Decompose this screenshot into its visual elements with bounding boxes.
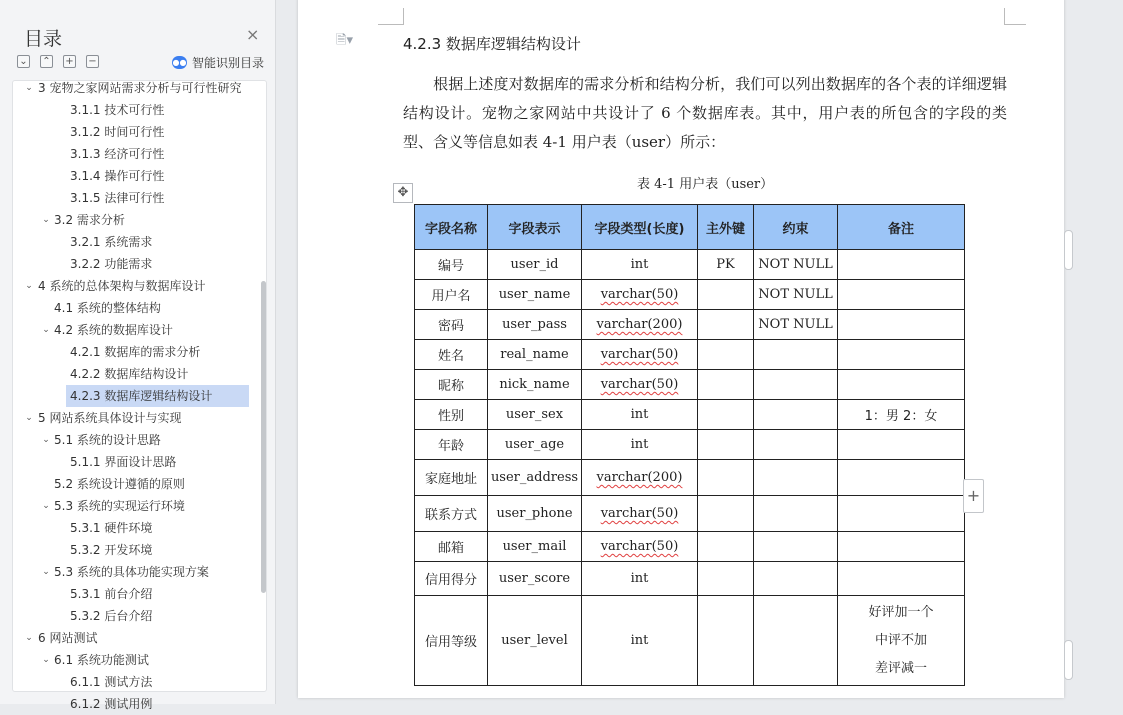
- cell-text: PK: [716, 257, 735, 272]
- toc-item[interactable]: [13, 649, 249, 671]
- toc-item-label: 4.2.3 数据库逻辑结构设计: [66, 385, 249, 407]
- cell-text: NOT NULL: [758, 257, 833, 272]
- cell-text: 邮箱: [437, 541, 464, 556]
- toc-item-label: 5.1.1 界面设计思路: [70, 455, 177, 469]
- note-line: 好评加一个: [868, 604, 934, 620]
- cell-text: user_age: [504, 437, 565, 452]
- toc-item[interactable]: [13, 473, 249, 495]
- header-cell: 主外键: [698, 205, 754, 250]
- table-row: [415, 400, 965, 430]
- cell-constraint: [754, 400, 838, 430]
- toc-item-label: 3.1.5 法律可行性: [70, 191, 165, 205]
- cell-type: [582, 596, 698, 686]
- toc-item[interactable]: [13, 495, 249, 517]
- cell-key: [698, 532, 754, 562]
- chevron-down-icon[interactable]: ⌄: [25, 413, 33, 423]
- document-menu-icon[interactable]: 🗎▾: [336, 33, 353, 48]
- cell-key: [698, 496, 754, 532]
- toc-item[interactable]: [13, 451, 249, 473]
- toc-item[interactable]: [13, 627, 249, 649]
- toc-item[interactable]: [13, 143, 249, 165]
- header-cell: 字段表示: [488, 205, 582, 250]
- toc-item[interactable]: [13, 253, 249, 275]
- section-heading: 4.2.3 数据库逻辑结构设计: [403, 35, 581, 53]
- cell-text: varchar(50): [600, 539, 679, 554]
- cell-type: [582, 280, 698, 310]
- toc-item-label: 4.2.2 数据库结构设计: [70, 367, 189, 381]
- table-row: [415, 430, 965, 460]
- cell-text: int: [630, 437, 649, 452]
- header-cell: 字段类型(长度): [582, 205, 698, 250]
- add-heading-icon[interactable]: +: [63, 55, 76, 68]
- toc-item[interactable]: [13, 363, 249, 385]
- cell-text: varchar(200): [596, 470, 683, 485]
- cell-text: varchar(50): [600, 377, 679, 392]
- cell-text: nick_name: [499, 377, 570, 392]
- toc-item[interactable]: [13, 583, 249, 605]
- table-row: [415, 496, 965, 532]
- chevron-down-icon[interactable]: ⌄: [25, 83, 33, 93]
- toc-item-label: 5.3.1 硬件环境: [70, 521, 153, 535]
- cell-key: [698, 310, 754, 340]
- ai-cloud-icon: ●●: [172, 58, 187, 67]
- toc-item-label: 4.1 系统的整体结构: [54, 301, 161, 315]
- cell-text: 1：男 2：女: [864, 409, 938, 424]
- cell-text: varchar(50): [600, 287, 679, 302]
- cell-note: [838, 340, 965, 370]
- cell-name: [415, 370, 488, 400]
- table-row: [415, 370, 965, 400]
- toc-item[interactable]: [13, 187, 249, 209]
- close-icon[interactable]: ×: [246, 25, 260, 44]
- cell-type: [582, 562, 698, 596]
- toc-items: [13, 77, 249, 715]
- toc-item[interactable]: [13, 385, 249, 407]
- header-cell: 字段名称: [415, 205, 488, 250]
- cell-text: 昵称: [437, 379, 464, 394]
- cell-name: [415, 250, 488, 280]
- smart-toc-label: 智能识别目录: [192, 56, 265, 70]
- page-corner-mark: [1004, 8, 1026, 25]
- cell-field: [488, 340, 582, 370]
- toc-item[interactable]: [13, 275, 249, 297]
- scrollbar-thumb[interactable]: [1064, 640, 1073, 680]
- toc-item[interactable]: [13, 297, 249, 319]
- cell-key: [698, 340, 754, 370]
- toc-item[interactable]: [13, 341, 249, 363]
- cell-note: [838, 400, 965, 430]
- cell-text: int: [630, 257, 649, 272]
- cell-constraint: [754, 280, 838, 310]
- table-row: [415, 532, 965, 562]
- toc-item-label: 6.1 系统功能测试: [54, 653, 149, 667]
- cell-text: user_name: [498, 287, 571, 302]
- cell-text: int: [630, 571, 649, 586]
- cell-key: [698, 460, 754, 496]
- toc-item-label: 3.2.2 功能需求: [70, 257, 153, 271]
- cell-name: [415, 280, 488, 310]
- cell-note: [838, 596, 965, 686]
- note-line: 中评不加: [874, 632, 927, 648]
- cell-constraint: [754, 532, 838, 562]
- cell-note: [838, 370, 965, 400]
- chevron-down-icon[interactable]: ⌄: [42, 655, 50, 665]
- toc-item-label: 3.1.2 时间可行性: [70, 125, 165, 139]
- toc-list[interactable]: [12, 80, 267, 711]
- cell-type: [582, 250, 698, 280]
- toc-item-label: 5 网站系统具体设计与实现: [38, 411, 182, 425]
- toc-panel: [0, 0, 276, 711]
- cell-field: [488, 496, 582, 532]
- cell-name: [415, 596, 488, 686]
- cell-name: [415, 430, 488, 460]
- cell-text: NOT NULL: [758, 317, 833, 332]
- cell-type: [582, 496, 698, 532]
- note-line: 差评减一: [874, 660, 927, 676]
- table-row: [415, 596, 965, 686]
- toc-item-label: 4 系统的总体架构与数据库设计: [38, 279, 206, 293]
- toc-item[interactable]: [13, 517, 249, 539]
- remove-heading-icon[interactable]: −: [86, 55, 99, 68]
- cell-name: [415, 562, 488, 596]
- toc-item-label: 4.2.1 数据库的需求分析: [70, 345, 201, 359]
- cell-constraint: [754, 460, 838, 496]
- cell-key: [698, 400, 754, 430]
- cell-text: user_phone: [496, 506, 573, 521]
- toc-item[interactable]: [13, 605, 249, 627]
- table-row: [415, 340, 965, 370]
- cell-text: 用户名: [431, 289, 471, 304]
- cell-note: [838, 280, 965, 310]
- toc-item[interactable]: [13, 561, 249, 583]
- toc-item-label: 4.2 系统的数据库设计: [54, 323, 173, 337]
- toc-item[interactable]: [13, 429, 249, 451]
- table-caption: 表 4-1 用户表（user）: [637, 177, 774, 192]
- cell-name: [415, 400, 488, 430]
- table-row: [415, 562, 965, 596]
- chevron-down-icon[interactable]: ⌄: [42, 215, 50, 225]
- cell-text: 信用得分: [424, 573, 477, 588]
- toc-item[interactable]: [13, 693, 249, 715]
- cell-constraint: [754, 370, 838, 400]
- toc-item-label: 3.2 需求分析: [54, 213, 125, 227]
- cell-text: real_name: [500, 347, 569, 362]
- cell-text: 编号: [437, 259, 464, 274]
- cell-key: [698, 280, 754, 310]
- cell-text: int: [630, 407, 649, 422]
- cell-note: [838, 496, 965, 532]
- chevron-down-icon[interactable]: ⌄: [25, 633, 33, 643]
- table-move-handle-icon[interactable]: ✥: [393, 183, 413, 203]
- toc-item[interactable]: [13, 671, 249, 693]
- cell-key: [698, 562, 754, 596]
- cell-key: [698, 430, 754, 460]
- page-corner-mark: [378, 8, 404, 25]
- cell-constraint: [754, 596, 838, 686]
- cell-type: [582, 532, 698, 562]
- table-row: [415, 250, 965, 280]
- cell-note: [838, 532, 965, 562]
- chevron-down-icon[interactable]: ⌄: [42, 325, 50, 335]
- cell-text: NOT NULL: [758, 287, 833, 302]
- table-row: [415, 460, 965, 496]
- cell-name: [415, 460, 488, 496]
- header-cell: 备注: [838, 205, 965, 250]
- cell-text: 性别: [437, 409, 464, 424]
- toc-item-label: 6.1.1 测试方法: [70, 675, 153, 689]
- toc-item[interactable]: [13, 231, 249, 253]
- toc-item[interactable]: [13, 77, 249, 99]
- cell-key: [698, 250, 754, 280]
- add-column-button[interactable]: +: [963, 479, 984, 513]
- table-row: [415, 310, 965, 340]
- cell-field: [488, 460, 582, 496]
- cell-note: [838, 310, 965, 340]
- cell-text: 密码: [437, 319, 464, 334]
- cell-key: [698, 370, 754, 400]
- toc-item[interactable]: [13, 121, 249, 143]
- cell-field: [488, 400, 582, 430]
- toc-item-label: 5.2 系统设计遵循的原则: [54, 477, 185, 491]
- chevron-down-icon[interactable]: ⌄: [42, 567, 50, 577]
- cell-field: [488, 370, 582, 400]
- cell-note: [838, 460, 965, 496]
- toc-item-label: 3 宠物之家网站需求分析与可行性研究: [38, 81, 242, 95]
- toc-item-label: 5.1 系统的设计思路: [54, 433, 161, 447]
- cell-constraint: [754, 250, 838, 280]
- cell-text: user_id: [510, 257, 559, 272]
- cell-constraint: [754, 340, 838, 370]
- collapse-all-icon[interactable]: ⌄: [17, 55, 30, 68]
- table-row: [415, 280, 965, 310]
- cell-name: [415, 532, 488, 562]
- toc-item-label: 5.3.2 后台介绍: [70, 609, 153, 623]
- chevron-down-icon[interactable]: ⌄: [42, 435, 50, 445]
- cell-name: [415, 496, 488, 532]
- toc-title: 目录: [24, 28, 63, 50]
- smart-toc-button[interactable]: [172, 54, 264, 71]
- cell-field: [488, 596, 582, 686]
- chevron-down-icon[interactable]: ⌄: [42, 501, 50, 511]
- cell-text: 联系方式: [424, 508, 477, 523]
- cell-text: user_mail: [502, 539, 567, 554]
- cell-field: [488, 280, 582, 310]
- cell-key: [698, 596, 754, 686]
- paragraph-text: 根据上述度对数据库的需求分析和结构分析，我们可以列出数据库的各个表的详细逻辑结构设计。宠物之家网站中共设计了 6 个数据库表。其中，用户表的所包含的字段的类型、含义等信息如表 4-1 用户表（user）所示：: [403, 75, 1007, 151]
- toc-item[interactable]: [13, 539, 249, 561]
- cell-type: [582, 310, 698, 340]
- cell-text: varchar(50): [600, 347, 679, 362]
- toc-item-label: 6 网站测试: [38, 631, 98, 645]
- cell-text: user_sex: [505, 407, 564, 422]
- toc-item-label: 3.2.1 系统需求: [70, 235, 153, 249]
- cell-note: [838, 430, 965, 460]
- toc-toolbar: [17, 55, 99, 71]
- toc-scrollbar[interactable]: [261, 281, 266, 593]
- cell-name: [415, 310, 488, 340]
- cell-constraint: [754, 430, 838, 460]
- toc-item[interactable]: [13, 99, 249, 121]
- cell-text: 信用等级: [424, 635, 477, 650]
- cell-field: [488, 250, 582, 280]
- cell-text: int: [630, 633, 649, 648]
- user-table: [414, 204, 965, 686]
- cell-constraint: [754, 562, 838, 596]
- cell-text: 姓名: [437, 349, 464, 364]
- cell-text: varchar(50): [600, 506, 679, 521]
- cell-constraint: [754, 310, 838, 340]
- cell-constraint: [754, 496, 838, 532]
- cell-field: [488, 310, 582, 340]
- cell-type: [582, 430, 698, 460]
- cell-note: [838, 250, 965, 280]
- toc-item-label: 5.3.2 开发环境: [70, 543, 153, 557]
- cell-field: [488, 430, 582, 460]
- toc-item[interactable]: [13, 407, 249, 429]
- toc-item-label: 5.3.1 前台介绍: [70, 587, 153, 601]
- toc-item[interactable]: [13, 209, 249, 231]
- cell-text: user_score: [498, 571, 571, 586]
- cell-note: [838, 562, 965, 596]
- cell-text: 家庭地址: [424, 472, 477, 487]
- toc-item-label: 5.3 系统的实现运行环境: [54, 499, 185, 513]
- cell-text: user_address: [490, 470, 579, 485]
- toc-item-label: 3.1.4 操作可行性: [70, 169, 165, 183]
- toc-item[interactable]: [13, 319, 249, 341]
- cell-type: [582, 370, 698, 400]
- cell-text: user_level: [501, 633, 568, 648]
- toc-item-label: 3.1.1 技术可行性: [70, 103, 165, 117]
- expand-up-icon[interactable]: ⌃: [40, 55, 53, 68]
- toc-item-label: 3.1.3 经济可行性: [70, 147, 165, 161]
- cell-type: [582, 400, 698, 430]
- cell-text: user_pass: [502, 317, 567, 332]
- cell-type: [582, 460, 698, 496]
- cell-name: [415, 340, 488, 370]
- scrollbar-thumb[interactable]: [1064, 230, 1073, 270]
- body-paragraph: [403, 70, 1007, 157]
- chevron-down-icon[interactable]: ⌄: [25, 281, 33, 291]
- header-cell: 约束: [754, 205, 838, 250]
- toc-item-label: 5.3 系统的具体功能实现方案: [54, 565, 209, 579]
- cell-field: [488, 532, 582, 562]
- cell-field: [488, 562, 582, 596]
- toc-item-label: 6.1.2 测试用例: [70, 697, 153, 711]
- cell-type: [582, 340, 698, 370]
- toc-item[interactable]: [13, 165, 249, 187]
- cell-text: varchar(200): [596, 317, 683, 332]
- cell-text: 年龄: [437, 439, 464, 454]
